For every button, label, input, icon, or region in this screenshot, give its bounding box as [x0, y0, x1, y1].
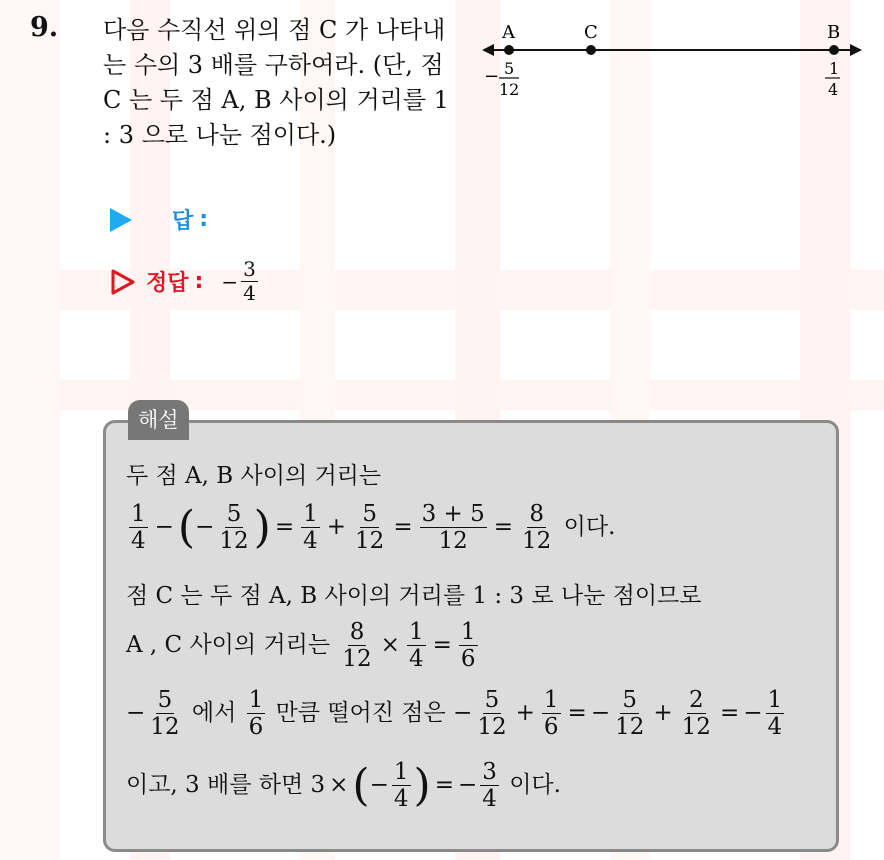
line-4-head: A , C 사이의 거리는	[126, 631, 331, 658]
point-a-denominator: 12	[499, 80, 520, 99]
solution-line-5: − $\frac{5}{12}$ 에서 $\frac{1}{6}$ 만큼 떨어진 점은 − $\frac{5}{12}$ + $\frac{1}{6}$ = − $\frac{5}{12}$ + $\frac{2}{12}$ = − $\frac{1}{4}$	[126, 687, 783, 741]
point-b-denominator: 4	[828, 80, 839, 99]
correct-value	[221, 258, 261, 305]
point-b-numerator: 1	[829, 59, 840, 78]
solution-line-1: 두 점 A, B 사이의 거리는	[126, 463, 382, 489]
solution-line-6: 이고, 3 배를 하면 3 ×(− $\frac{1}{4}$ ) = − $\frac{3}{4}$ 이다.	[126, 759, 561, 813]
answer-label: 답	[172, 209, 194, 234]
correct-numerator: 3	[243, 257, 256, 281]
question-text: 다음 수직선 위의 점 C 가 나타내는 수의 3 배를 구하여라. (단, 점 C 는 두 점 A, B 사이의 거리를 1 : 3 으로 나눈 점이다.)	[103, 16, 449, 149]
number-line-figure	[478, 16, 868, 106]
correct-sign: −	[221, 269, 239, 294]
solution-box	[103, 420, 839, 852]
point-a-dot	[504, 45, 514, 55]
point-a-label: A	[502, 22, 515, 43]
play-triangle-icon	[110, 208, 132, 232]
correct-colon: :	[194, 269, 204, 294]
line-6-tail: 이다.	[509, 771, 561, 798]
correct-denominator: 4	[243, 281, 256, 305]
correct-label: 정답	[146, 271, 189, 296]
correct-answer-row	[110, 258, 261, 305]
point-b-label: B	[827, 22, 841, 43]
point-a-numerator: 5	[504, 59, 515, 78]
point-a-sign: −	[484, 66, 500, 87]
line-5-mid2: 만큼 떨어진 점은	[275, 699, 446, 726]
point-b-dot	[829, 45, 839, 55]
solution-line-3: 점 C 는 두 점 A, B 사이의 거리를 1 : 3 로 나눈 점이므로	[126, 583, 702, 609]
question-number: 9.	[30, 12, 59, 43]
solution-tab: 해설	[128, 400, 189, 440]
solution-line-4: A , C 사이의 거리는 $\frac{8}{12}$ × $\frac{1}{4}$ = $\frac{1}{6}$	[126, 619, 476, 673]
right-arrow-icon	[850, 44, 862, 56]
left-arrow-icon	[482, 44, 494, 56]
solution-line-2: $\frac{1}{4}$ −(− $\frac{5}{12}$ ) = $\frac{1}{4}$ + $\frac{5}{12}$ = $\frac{3 + 5}{12}$ = $\frac{8}{12}$ 이다.	[131, 501, 616, 555]
answer-row	[110, 204, 358, 235]
answer-input[interactable]	[218, 206, 358, 234]
answer-colon: :	[199, 207, 209, 232]
correct-fraction	[241, 258, 258, 305]
point-c-label: C	[584, 22, 598, 43]
point-c-dot	[586, 45, 596, 55]
line-6-head: 이고, 3 배를 하면 3	[126, 771, 326, 798]
line-2-tail: 이다.	[563, 513, 616, 540]
outline-triangle-icon	[110, 269, 136, 295]
line-5-mid1: 에서	[191, 699, 237, 726]
